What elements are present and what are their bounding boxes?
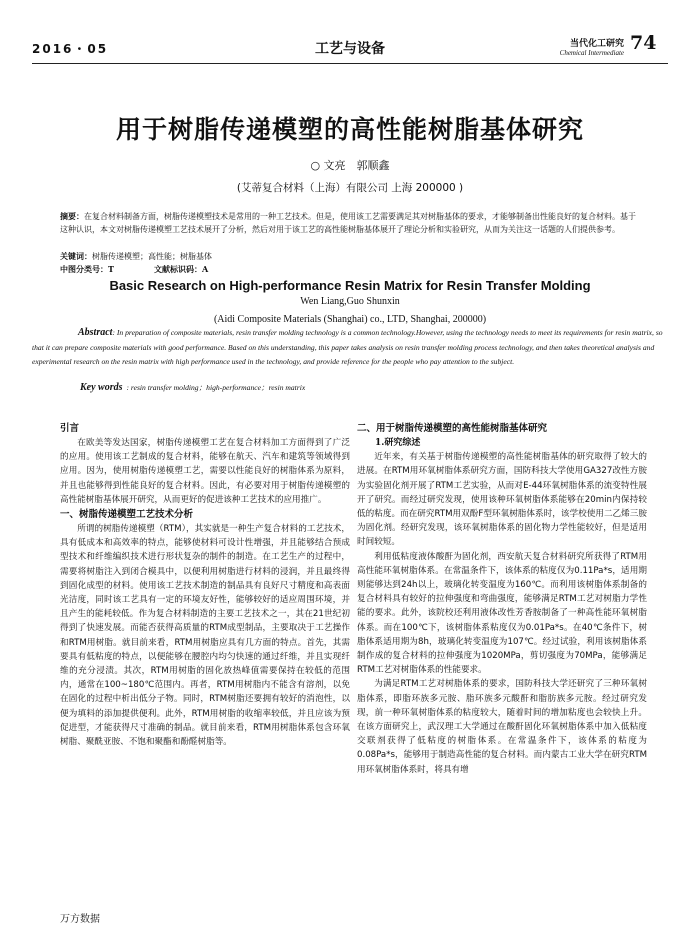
section2-heading: 二、用于树脂传递模塑的高性能树脂基体研究 bbox=[357, 423, 548, 434]
section2-paragraph-2: 利用低粘度液体酸酐为固化剂，西安航天复合材料研究所获得了RTM用高性能环氧树脂体系。在常温条件下，该体系的粘度仅为0.11Pa*s，适用期则能够达到24h以上，玻璃化转变温度为160℃。而利用该树脂体系制备的复合材料具有较好的拉伸强度和弯曲强度，能够满足RTM工艺对树脂力学性能的要求。此外，该院校还利用液体改性芳香胺制备了一种高性能环氧树脂体系。而在100℃下，该树脂体系粘度仅为0.01Pa*s。在40℃条件下，树脂体系适用期为8h，玻璃化转变温度为107℃。经过试验，利用该树脂体系制作成的复合材料的拉伸强度为1020MPa，剪切强度为70MPa，能够满足RTM工艺对树脂体系的性能要求。 bbox=[357, 551, 647, 676]
section-name: 工艺与设备 bbox=[315, 41, 385, 57]
paper-affiliation: (艾蒂复合材料（上海）有限公司 上海 200000 ) bbox=[236, 182, 464, 194]
intro-paragraph: 在欧美等发达国家，树脂传递模塑工艺在复合材料加工方面得到了广泛的应用。使用该工艺制成的复合材料，能够在航天、汽车和建筑等领域得到应用。因为，使用树脂传递模塑工艺，需要以性能良好的树脂体系为原料，并且也能够得到性能良好的复合材料。因此，有必要对用于树脂传递模塑的高性能树脂基体展开研究，从而更好的促进该种工艺技术的应用推广。 bbox=[60, 438, 350, 505]
english-keywords bbox=[80, 382, 640, 393]
english-affiliation: (Aidi Composite Materials (Shanghai) co., LTD, Shanghai, 200000) bbox=[213, 314, 487, 325]
intro-heading: 引言 bbox=[60, 423, 80, 434]
english-keywords-label: Key words bbox=[80, 382, 123, 393]
subsection-heading: 1.研究综述 bbox=[375, 438, 421, 448]
classification-label: 中图分类号： bbox=[60, 264, 108, 274]
abstract-cn-text: 在复合材料制备方面，树脂传递模塑技术是常用的一种工艺技术。但是，使用该工艺需要满足其对树脂基体的要求，才能够制备出性能良好的复合材料。基于这种认识，本文对树脂传递模塑工艺技术展开了分析，然后对用于该工艺的高性能树脂基体展开了理论分析和实验研究，从而为关注这一话题的人们提供参考。 bbox=[60, 212, 636, 234]
header-divider bbox=[32, 63, 668, 64]
english-title: Basic Research on High-performance Resin Matrix for Resin Transfer Molding bbox=[109, 278, 591, 293]
section1-paragraph: 所谓的树脂传递模塑（RTM），其实就是一种生产复合材料的工艺技术，具有低成本和高效率的特点，能够使材料可设计性增强，并且能够结合预成型技术和纤维编织技术进行形状复杂的制件的制造。在工艺生产的过程中，需要将树脂注入到闭合模具中，以便利用树脂进行材料的浸润，并且最终得到固化成型的材料。使用该工艺技术制造的制品具有良好尺寸精度和高表面光洁度，同时该工艺具有一定的环境友好性，能够较好的适应周围环境，并且产生的能耗较低。作为复合材料制造的主要工艺技术之一，其在21世纪初得到了快速发展。而能否获得高质量的RTM成型制品，主要取决于工艺操作和RTM用树脂。就目前来看，RTM用树脂应具有几方面的特点。首先，其需要具有低粘度的特点，以便能够在腰腔内均匀快速的通过纤维，并且实现纤维的充分浸渍。其次，RTM用树脂的固化放热峰值需要保持在较低的范围内，通常在100~180℃范围内。再者，RTM用树脂内不能含有溶剂，以免在固化的过程中析出低分子物。同时，RTM树脂还要拥有较好的消泡性，以便为填料的添加提供便利。此外，RTM用树脂的收缩率较低，并且应该为预促进型，才能获得尺寸准确的制品。就目前来看，RTM用树脂体系包含环氧树脂、聚酰亚胺、不饱和聚酯和酚醛树脂等。 bbox=[60, 524, 350, 748]
journal-name-cn: 当代化工研究 bbox=[569, 39, 624, 49]
paper-authors: ○ 文亮 郭顺鑫 bbox=[310, 159, 390, 172]
classification-value: T bbox=[108, 264, 114, 274]
classification-line bbox=[60, 263, 642, 276]
abstract-cn-label: 摘要： bbox=[60, 211, 84, 221]
left-column bbox=[60, 421, 350, 749]
section2-paragraph-3: 为满足RTM工艺对树脂体系的要求，国防科技大学还研究了三种环氧树脂体系，即脂环族多元胺、脂环族多元酸酐和脂肪族多元胺。经过研究发现，前一种环氧树脂体系的粘度较大，随着时间的增加粘度也会较快上升。在该方面研究上，武汉理工大学通过在酸酐固化环氧树脂体系中加入低粘度交联剂获得了低粘度的树脂体系。在常温条件下，该体系的粘度为0.08Pa*s，能够用于制造高性能的复合材料。而内蒙古工业大学在研究RTM用环氧树脂体系时，将具有增 bbox=[357, 679, 647, 775]
section1-heading: 一、树脂传递模塑工艺技术分析 bbox=[60, 509, 194, 521]
english-authors: Wen Liang,Guo Shunxin bbox=[300, 296, 400, 307]
page-number: 74 bbox=[630, 32, 657, 54]
right-column bbox=[357, 421, 647, 777]
issue-number: 2016・05 bbox=[32, 42, 109, 56]
paper-title: 用于树脂传递模塑的高性能树脂基体研究 bbox=[115, 115, 584, 144]
journal-brand bbox=[520, 36, 624, 57]
doc-code-label: 文献标识码： bbox=[153, 264, 202, 274]
english-abstract-label: Abstract bbox=[78, 327, 113, 338]
english-abstract-text: : In preparation of composite materials, resin transfer molding technology is a common technology.However, using the technology needs to meet its requirements for resin matrix, so that it can prepare composite materials with good performance. Based on this understanding, this paper takes analysis on resin transfer molding process technology, and then takes theoretical analysis and experimental research on the resin matrix with high performance used in the technology, and provide reference for the people who pay attention to the subject. bbox=[32, 328, 663, 366]
keywords-cn-text: 树脂传递模塑；高性能；树脂基体 bbox=[92, 252, 212, 261]
english-keywords-text: : resin transfer molding；high-performance；resin matrix bbox=[126, 383, 306, 392]
keywords-cn-label: 关键词： bbox=[60, 251, 92, 261]
keywords-cn bbox=[60, 250, 642, 263]
doc-code-value: A bbox=[201, 264, 209, 274]
english-abstract bbox=[32, 326, 668, 370]
journal-name-en: Chemical Intermediate bbox=[559, 49, 624, 57]
footer-source: 万方数据 bbox=[60, 914, 100, 925]
abstract-cn bbox=[60, 210, 642, 236]
section2-paragraph-1: 近年来，有关基于树脂传递模塑的高性能树脂基体的研究取得了较大的进展。在RTM用环氧树脂体系研究方面，国防科技大学使用GA327改性方胺为实验固化剂开展了RTM工艺实验，从而对E-44环氧树脂体系的流变特性展开了研究。而经过研究发现，使用该种环氧树脂体系能够在20min内保持较低的粘度。而在研究RTM用双酚F型环氧树脂体系时，该学校使用二乙烯三胺为固化剂。经研究发现，该环氧树脂体系的固化物力学性能较好，但是适用时间较短。 bbox=[357, 452, 647, 548]
